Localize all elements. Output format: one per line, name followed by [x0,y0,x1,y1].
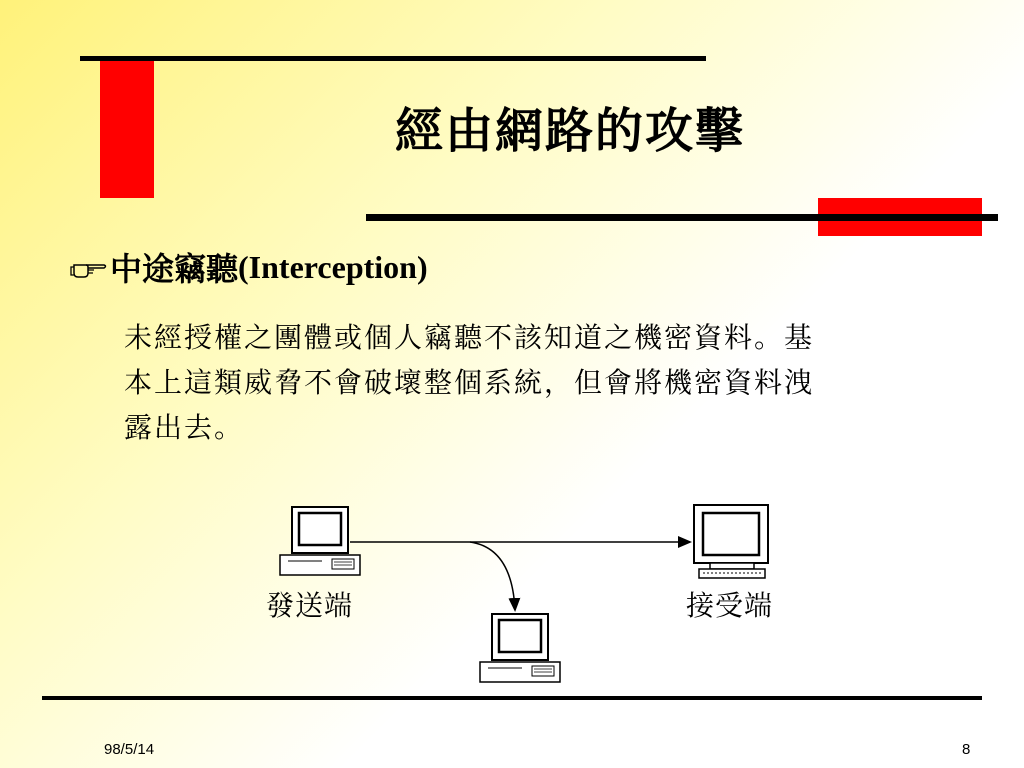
slide-title: 經由網路的攻擊 [394,103,745,159]
page-number: 8 [962,741,971,758]
bullet-heading-chinese: 中途竊聽 [110,250,239,288]
body-line: 本上這類威脅不會破壞整個系統，但會將機密資料洩 [124,366,815,399]
sender-label: 發送端 [266,589,354,622]
footer-date: 98/5/14 [104,741,155,758]
interception-arrow [470,542,515,610]
bullet-heading-english: (Interception) [238,248,428,285]
body-line: 未經授權之團體或個人竊聽不該知道之機密資料。基 [124,321,815,354]
interceptor-computer-icon [480,614,560,682]
receiver-label: 接受端 [686,589,774,622]
body-line: 露出去。 [124,411,245,444]
receiver-computer-icon [694,505,768,578]
sender-computer-icon [280,507,360,575]
